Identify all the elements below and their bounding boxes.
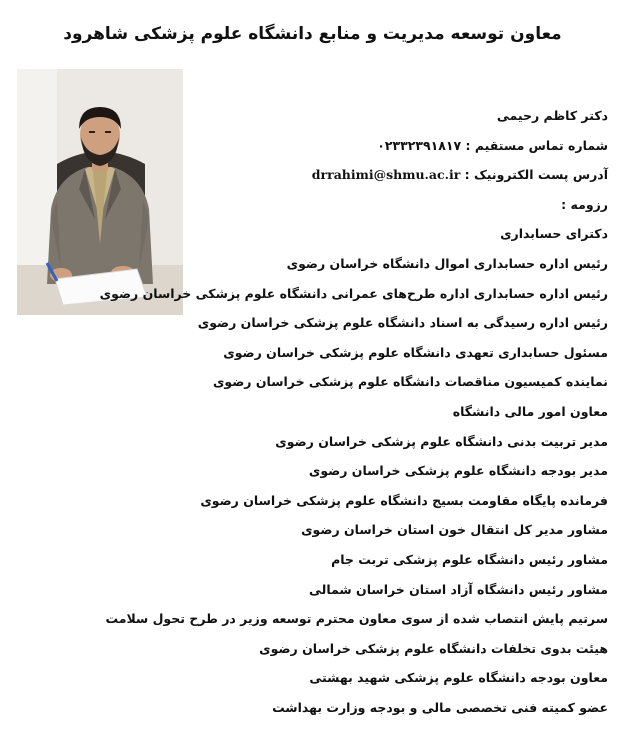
resume-item: مدیر بودجه دانشگاه علوم پزشکی خراسان رضوی <box>308 463 608 479</box>
resume-label: رزومه : <box>561 196 608 212</box>
page-title: معاون توسعه مدیریت و منابع دانشگاه علوم پزشکی شاهرود <box>63 24 562 44</box>
resume-item: رئیس اداره رسیدگی به اسناد دانشگاه علوم پزشکی خراسان رضوی <box>197 315 608 331</box>
resume-item: مشاور مدیر کل انتقال خون استان خراسان رضوی <box>301 522 608 538</box>
resume-item: نماینده کمیسیون مناقصات دانشگاه علوم پزشکی خراسان رضوی <box>212 374 608 390</box>
resume-item: مدیر تربیت بدنی دانشگاه علوم پزشکی خراسان رضوی <box>275 433 608 449</box>
resume-item: عضو کمیته فنی تخصصی مالی و بودجه وزارت بهداشت <box>272 699 608 715</box>
email-label: آدرس پست الکترونیک : <box>464 167 608 183</box>
resume-item: رئیس اداره حسابداری اداره طرح‌های عمرانی دانشگاه علوم پزشکی خراسان رضوی <box>99 285 608 301</box>
resume-item: هیئت بدوی تخلفات دانشگاه علوم پزشکی خراسان رضوی <box>259 640 608 656</box>
person-name: دکتر کاظم رحیمی <box>496 108 608 123</box>
profile-details <box>99 101 608 722</box>
resume-item: مشاور رئیس دانشگاه آزاد استان خراسان شمالی <box>309 581 608 597</box>
resume-list <box>99 219 608 722</box>
email-row <box>178 160 608 190</box>
phone-label: شماره تماس مستقیم : <box>465 137 608 153</box>
phone-row <box>178 131 608 161</box>
resume-item: مسئول حسابداری تعهدی دانشگاه علوم پزشکی خراسان رضوی <box>223 344 608 360</box>
resume-item: فرمانده پایگاه مقاومت بسیج دانشگاه علوم پزشکی خراسان رضوی <box>200 492 608 508</box>
phone-value: ۰۲۳۳۲۳۹۱۸۱۷ <box>377 137 462 153</box>
email-link[interactable]: drrahimi@shmu.ac.ir <box>311 167 461 183</box>
resume-item: معاون بودجه دانشگاه علوم پزشکی شهید بهشتی <box>309 670 608 686</box>
resume-item: رئیس اداره حسابداری اموال دانشگاه خراسان رضوی <box>286 255 608 271</box>
resume-item: دکترای حسابداری <box>500 226 608 242</box>
resume-item: معاون امور مالی دانشگاه <box>452 403 608 419</box>
resume-item: سرتیم پایش انتصاب شده از سوی معاون محترم توسعه وزیر در طرح تحول سلامت <box>105 611 608 627</box>
resume-item: مشاور رئیس دانشگاه علوم پزشکی تربت جام <box>331 551 608 567</box>
